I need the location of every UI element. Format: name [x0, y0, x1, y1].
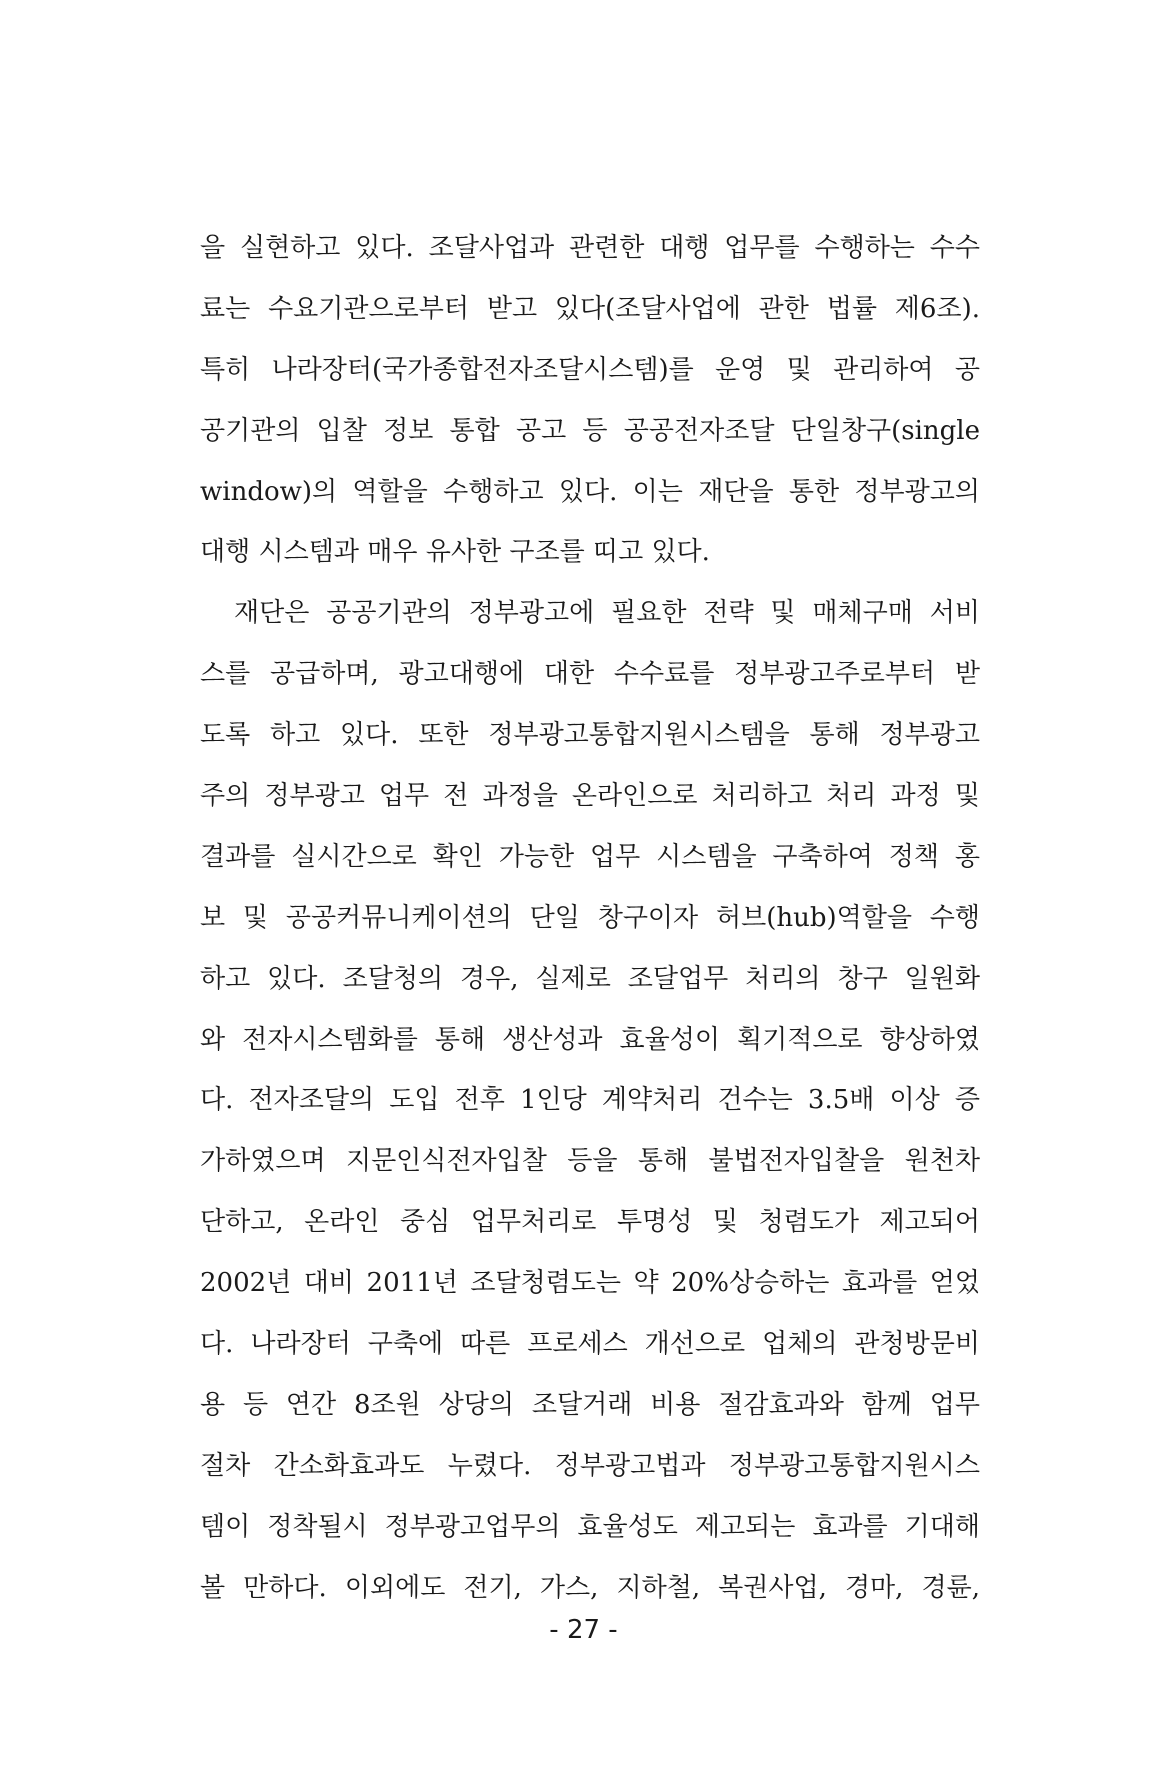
text-line: 가하였으며 지문인식전자입찰 등을 통해 불법전자입찰을 원천차: [200, 1146, 980, 1177]
page-number: - 27 -: [549, 1615, 618, 1645]
text-line: 결과를 실시간으로 확인 가능한 업무 시스템을 구축하여 정책 홍: [200, 841, 980, 872]
text-line: 하고 있다. 조달청의 경우, 실제로 조달업무 처리의 창구 일원화: [200, 963, 980, 994]
text-line: 주의 정부광고 업무 전 과정을 온라인으로 처리하고 처리 과정 및: [200, 781, 980, 812]
text-line: 공기관의 입찰 정보 통합 공고 등 공공전자조달 단일창구(single: [200, 415, 980, 446]
text-line: 보 및 공공커뮤니케이션의 단일 창구이자 허브(hub)역할을 수행: [200, 902, 980, 933]
text-line: 도록 하고 있다. 또한 정부광고통합지원시스템을 통해 정부광고: [200, 720, 980, 751]
text-line: 볼 만하다. 이외에도 전기, 가스, 지하철, 복권사업, 경마, 경륜,: [200, 1572, 980, 1603]
text-line: 대행 시스템과 매우 유사한 구조를 띠고 있다.: [200, 537, 710, 568]
text-line: 와 전자시스템화를 통해 생산성과 효율성이 획기적으로 향상하였: [200, 1024, 980, 1055]
text-line: 스를 공급하며, 광고대행에 대한 수수료를 정부광고주로부터 받: [200, 659, 980, 690]
text-line: 을 실현하고 있다. 조달사업과 관련한 대행 업무를 수행하는 수수: [200, 233, 980, 263]
text-line: 다. 나라장터 구축에 따른 프로세스 개선으로 업체의 관청방문비: [200, 1329, 980, 1360]
text-line: 특히 나라장터(국가종합전자조달시스템)를 운영 및 관리하여 공: [200, 354, 980, 385]
text-line: window)의 역할을 수행하고 있다. 이는 재단을 통한 정부광고의: [200, 476, 980, 507]
text-line: 단하고, 온라인 중심 업무처리로 투명성 및 청렴도가 제고되어: [200, 1207, 980, 1238]
text-line: 용 등 연간 8조원 상당의 조달거래 비용 절감효과와 함께 업무: [200, 1389, 980, 1420]
text-line: 2002년 대비 2011년 조달청렴도는 약 20%상승하는 효과를 얻었: [200, 1268, 980, 1299]
body-text: [200, 218, 980, 1618]
text-line: 료는 수요기관으로부터 받고 있다(조달사업에 관한 법률 제6조).: [200, 293, 980, 324]
text-line: 다. 전자조달의 도입 전후 1인당 계약처리 건수는 3.5배 이상 증: [200, 1085, 980, 1116]
text-line: 재단은 공공기관의 정부광고에 필요한 전략 및 매체구매 서비: [234, 598, 980, 629]
text-line: 절차 간소화효과도 누렸다. 정부광고법과 정부광고통합지원시스: [200, 1450, 980, 1481]
text-line: 템이 정착될시 정부광고업무의 효율성도 제고되는 효과를 기대해: [200, 1511, 980, 1542]
